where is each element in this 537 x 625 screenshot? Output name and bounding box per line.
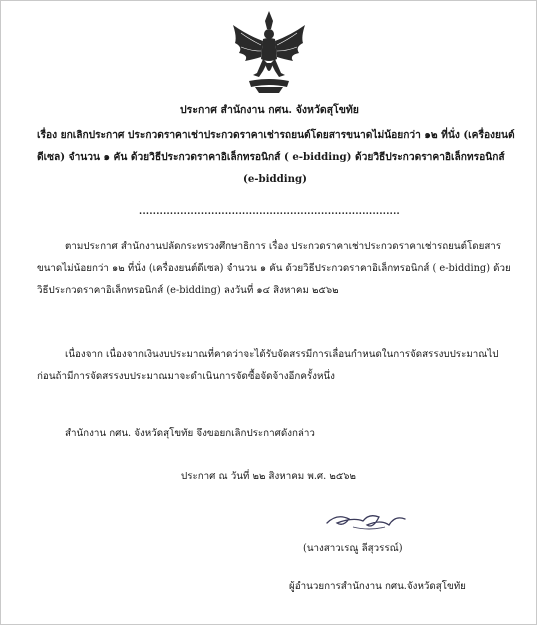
subject-line: ดีเซล) จำนวน ๑ คัน ด้วยวิธีประกวดราคาอิเล็กทรอนิกส์ ( e-bidding) ด้วยวิธีประกวดราคาอิเล็กทรอนิกส์ [37, 151, 505, 163]
paragraph-line: ขนาดไม่น้อยกว่า ๑๒ ที่นั่ง (เครื่องยนต์ดีเซล) จำนวน ๑ คัน ด้วยวิธีประกวดราคาอิเล็กทรอนิกส์ ( e-bidding) ด้วย [37, 263, 511, 274]
announcement-date: ประกาศ ณ วันที่ ๒๒ สิงหาคม พ.ศ. ๒๕๖๒ [181, 471, 356, 482]
subject-line: เรื่อง ยกเลิกประกาศ ประกวดราคาเช่าประกวดราคาเช่ารถยนต์โดยสารขนาดไม่น้อยกว่า ๑๒ ที่นั่ง (เครื่องยนต์ [37, 129, 515, 141]
paragraph-line: ก่อนถ้ามีการจัดสรรงบประมาณมาจะดำเนินการจัดซื้อจัดจ้างอีกครั้งหนึ่ง [37, 371, 335, 382]
signer-name: (นางสาวเรณู ลีสุวรรณ์) [303, 543, 403, 554]
paragraph-reason [37, 344, 511, 388]
handwritten-signature-icon [323, 507, 413, 537]
paragraph-line: ตามประกาศ สำนักงานปลัดกระทรวงศึกษาธิการ เรื่อง ประกวดราคาเช่าประกวดราคาเช่ารถยนต์โดยสาร [65, 241, 502, 252]
paragraph-cancellation [37, 423, 511, 445]
paragraph-line: วิธีประกวดราคาอิเล็กทรอนิกส์ (e-bidding) ลงวันที่ ๑๔ สิงหาคม ๒๕๖๒ [37, 285, 339, 296]
signer-position: ผู้อำนวยการสำนักงาน กศน.จังหวัดสุโขทัย [289, 581, 466, 592]
garuda-emblem-icon [227, 7, 311, 95]
dotted-separator: ............................................................................ [139, 207, 400, 217]
paragraph-reference [37, 236, 511, 302]
announcement-title: ประกาศ สำนักงาน กศน. จังหวัดสุโขทัย [180, 104, 359, 116]
announcement-subject [37, 124, 513, 190]
paragraph-line: เนื่องจาก เนื่องจากเงินงบประมาณที่คาดว่าจะได้รับจัดสรรมีการเลื่อนกำหนดในการจัดสรรงบประมาณไป [65, 349, 499, 360]
subject-line: (e-bidding) [243, 173, 307, 185]
paragraph-line: สำนักงาน กศน. จังหวัดสุโขทัย จึงขอยกเลิกประกาศดังกล่าว [65, 428, 315, 439]
